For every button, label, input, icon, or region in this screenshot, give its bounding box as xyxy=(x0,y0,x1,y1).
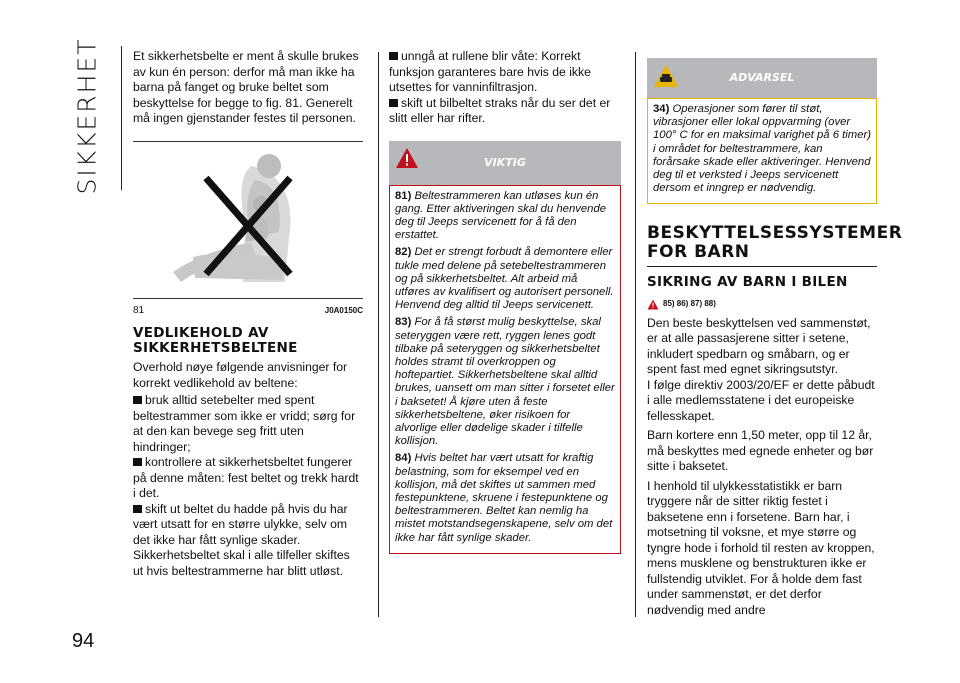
bullet-icon xyxy=(133,505,142,513)
advarsel-header xyxy=(647,58,877,98)
body-paragraph: I henhold til ulykkesstatistikk er barn tryggere når de sitter riktig festet i baksetene enn i forsetene. Barn har, i motsetning til voksne, et mye større og tyngre hode i forhold til resten av kroppen, mens musklene og benstrukturen ikke er fullstendig utviklet. For å holde dem fast under sammenstøt, er det derfor nødvendig med andre xyxy=(647,478,875,617)
seat-illustration xyxy=(133,142,363,298)
maintenance-lead: Overhold nøye følgende anvisninger for korrekt vedlikehold av beltene: xyxy=(133,360,348,390)
section-title-vertical: SIKKERHET xyxy=(72,37,102,195)
warning-item: 34) Operasjoner som fører til støt, vibrasjoner eller lokal oppvarming (over 100° C for en maksimal varighet på 6 timer) i området for beltestrammere, kan forårsake skade eller aktiveringer. Henvend deg til et verksted i Jeeps servicenett dersom et inngrep er nødvendig. xyxy=(653,103,871,195)
bullet-item: unngå at rullene blir våte: Korrekt funksjon garanteres bare hvis de ikke utsettes for vanninfiltrasjon. xyxy=(389,49,591,94)
bullet-icon xyxy=(389,99,398,107)
figure-code: J0A0150C xyxy=(324,305,363,315)
figure-caption xyxy=(133,303,363,319)
section-divider xyxy=(121,46,122,190)
body-paragraph: I følge direktiv 2003/20/EF er dette påbudt i alle medlemsstatene i det europeiske fellesskapet. xyxy=(647,377,875,423)
viktig-header xyxy=(389,141,621,185)
figure-81 xyxy=(133,141,363,299)
note-item: 84) Hvis beltet har vært utsatt for kraftig belastning, som for eksempel ved en kollisjon, må det skiftes ut sammen med festepunktene, skruene i festepunktene og beltestrammeren. Beltet kan nemlig ha mistet motstandsegenskapene, selv om det ikke har fått synlige skader. xyxy=(395,452,613,544)
viktig-box xyxy=(389,185,621,554)
body-paragraph: Barn kortere enn 1,50 meter, opp til 12 år, må beskyttes med egnede enheter og bør sitte i baksetet. xyxy=(647,428,874,474)
figure-number: 81 xyxy=(133,304,145,316)
note-item: 83) For å få størst mulig beskyttelse, skal seteryggen være rett, ryggen lenes godt tilbake på seteryggen og sikkerhetsbeltet holdes stramt til overkroppen og hoftepartiet. Sikkerhetsbeltene skal alltid brukes, uansett om man sitter i forsetet eller i baksetet! Å kjøre uten å feste sikkerhetsbeltene, øker risikoen for alvorlige eller dødelige skader i tilfelle kollisjon. xyxy=(395,316,615,448)
column-3 xyxy=(647,58,903,622)
column-divider xyxy=(378,52,379,617)
bullet-item: kontrollere at sikkerhetsbeltet fungerer på denne måten: fest beltet og trekk hardt i det. xyxy=(133,455,359,500)
child-safety-subheading: SIKRING AV BARN I BILEN xyxy=(647,274,848,291)
note-item: 81) Beltestrammeren kan utløses kun én gang. Etter aktiveringen skal du henvende deg til Jeeps servicenett for å få den erstattet. xyxy=(395,189,607,242)
maintenance-heading: VEDLIKEHOLD AV SIKKERHETSBELTENE xyxy=(133,325,298,356)
note-item: 82) Det er strengt forbudt å demontere eller tukle med delene på setebeltestrammeren og på sikkerhetsbeltet. Alt arbeid må utføres av kvalifisert og autorisert personell. Henvend deg alltid til Jeeps servicenett. xyxy=(395,246,614,312)
viktig-label: VIKTIG xyxy=(484,155,526,169)
reference-list: 85) 86) 87) 88) xyxy=(647,296,877,312)
bullet-item: skift ut bilbeltet straks når du ser det er slitt eller har rifter. xyxy=(389,95,611,125)
bullet-item: bruk alltid setebelter med spent beltestrammer som ikke er vridd; sørg for at den kan bevege seg fritt uten hindringer; xyxy=(133,393,356,454)
heading-rule xyxy=(647,266,877,267)
child-protection-heading: BESKYTTELSESSYSTEMER FOR BARN xyxy=(647,223,903,263)
bullet-item: skift ut beltet du hadde på hvis du har vært utsatt for en større ulykke, selv om det ikke har fått synlige skader. xyxy=(133,501,348,547)
bullet-icon xyxy=(133,458,142,466)
intro-paragraph: Et sikkerhetsbelte er ment å skulle brukes av kun én person: derfor må man ikke ha barna på fanget og bruke beltet som beskyttelse for begge to fig. 81. Generelt må ingen gjenstander festes til personen. xyxy=(133,49,359,125)
advarsel-label: ADVARSEL xyxy=(729,71,795,84)
page-number: 94 xyxy=(72,630,95,652)
closing-paragraph: Sikkerhetsbeltet skal i alle tilfeller skiftes ut hvis beltestrammerne har blitt utløst. xyxy=(133,548,350,578)
bullet-icon xyxy=(389,52,398,60)
warning-triangle-icon xyxy=(647,299,659,310)
body-paragraph: Den beste beskyttelsen ved sammenstøt, er at alle passasjerene sitter i setene, inkludert spedbarn og småbarn, og er spent fast med egnet sikringsutstyr. xyxy=(647,315,871,377)
advarsel-box xyxy=(647,98,877,204)
column-divider xyxy=(635,52,636,617)
column-1 xyxy=(133,49,363,583)
column-2 xyxy=(389,49,621,554)
bullet-icon xyxy=(133,396,142,404)
